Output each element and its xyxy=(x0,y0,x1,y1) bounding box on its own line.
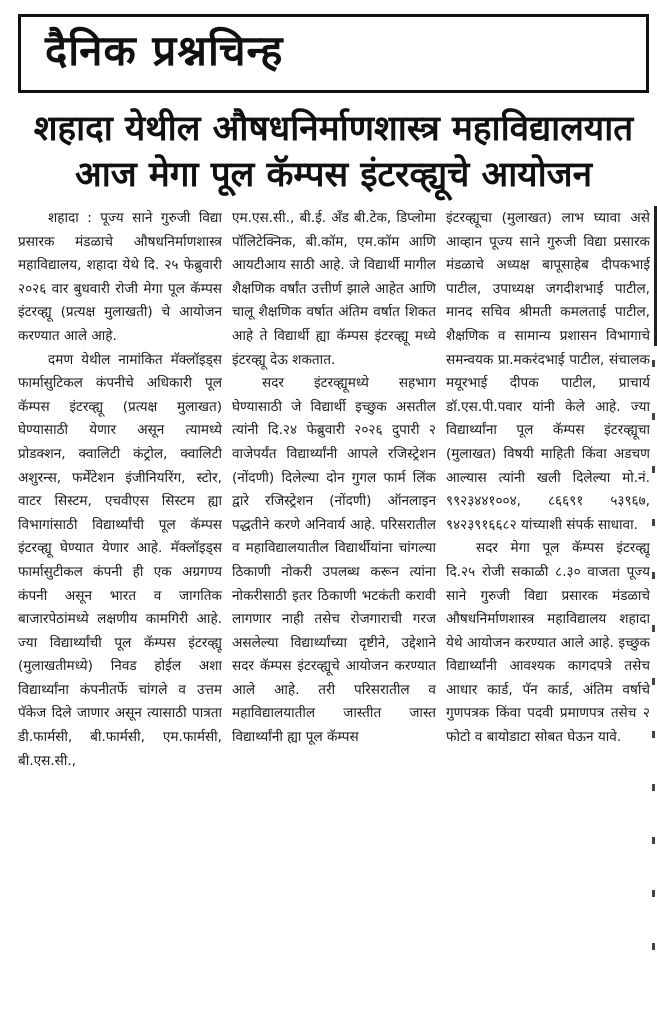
newspaper-name: दैनिक प्रश्नचिन्ह xyxy=(45,26,284,75)
headline-line-2: आज मेगा पूल कॅम्पस इंटरव्ह्यूचे आयोजन xyxy=(74,155,593,195)
article-paragraph: दमण येथील नामांकित मॅक्लॉइड्स फार्मासुटिकल कंपनीचे अधिकारी पूल कॅम्पस इंटरव्ह्यू (प्रत्यक्ष मुलाखत) घेण्यासाठी येणार असून त्यामध्ये प्रोडक्शन, क्वालिटी कंट्रोल, क्वालिटी अशुरन्स, फर्मेंटेशन इंजीनियरिंग, स्टोर, वाटर सिस्टम, एचवीएस सिस्टम ह्या विभागांसाठी विद्यार्थ्यांची पूल कॅम्पस इंटरव्ह्यू घेण्यात येणार आहे. मॅक्लॉइड्स फार्मासुटीकल कंपनी ही एक अग्रगण्य कंपनी असून भारत व जागतिक बाजारपेठांमध्ये लक्षणीय कामगिरी आहे. ज्या विद्यार्थ्यांची पूल कॅम्पस इंटरव्ह्यू (मुलाखतीमध्ये) निवड होईल अशा विद्यार्थ्यांना कंपनीतर्फे चांगले व उत्तम पॅकेज दिले जाणार असून त्यासाठी पात्रता डी.फार्मसी, बी.फार्मसी, एम.फार्मसी, बी.एस.सी., xyxy=(18,351,222,769)
article-headline xyxy=(18,106,649,198)
article-paragraph: सदर इंटरव्ह्यूमध्ये सहभाग घेण्यासाठी जे विद्यार्थी इच्छुक असतील त्यांनी दि.२४ फेब्रुवारी २०२६ दुपारी २ वाजेपर्यंत विद्यार्थ्यांनी आपले रजिस्ट्रेशन (नोंदणी) दिलेल्या दोन गुगल फार्म लिंक द्वारे रजिस्ट्रेशन (नोंदणी) ऑनलाइन पद्धतीने करणे अनिवार्य आहे. परिसरातील व महाविद्यालयातील विद्यार्थीयांना चांगल्या ठिकाणी नोकरी उपलब्ध करून त्यांना नोकरीसाठी इतर ठिकाणी भटकंती करावी लागणार नाही तसेच रोजगाराची गरज असलेल्या विद्यार्थ्यांच्या दृष्टीने, उद्देशाने सदर कॅम्पस इंटरव्ह्यूचे आयोजन करण्यात आले आहे. तरी परिसरातील व महाविद्यालयातील जास्तीत जास्त विद्यार्थ्यांनी ह्या पूल कॅम्पस xyxy=(232,375,436,746)
article-paragraph: इंटरव्ह्यूचा (मुलाखत) लाभ घ्यावा असे आव्हान पूज्य साने गुरुजी विद्या प्रसारक मंडळाचे अध्यक्ष बापूसाहेब दीपकभाई पाटील, उपाध्यक्ष जगदीशभाई पाटील, मानद सचिव श्रीमती कमलताई पाटील, शैक्षणिक व सामान्य प्रशासन विभागाचे समन्वयक प्रा.मकरंदभाई पाटील, संचालक मयूरभाई दीपक पाटील, प्राचार्य डॉ.एस.पी.पवार यांनी केले आहे. ज्या विद्यार्थ्यांना पूल कॅम्पस इंटरव्ह्यूचा (मुलाखत) विषयी माहिती किंवा अडचण आल्यास त्यांनी खली दिलेल्या मो.नं. ९९२३४४१००४, ८६६९१ ५३९६७, ९४२३९१६६८२ यांच्याशी संपर्क साधावा. xyxy=(446,210,650,533)
article-column-1 xyxy=(18,207,222,1015)
masthead-rule xyxy=(18,90,649,93)
article-column-2 xyxy=(232,207,436,1015)
adjacent-column-edge xyxy=(652,360,656,1000)
article-body xyxy=(18,207,650,1015)
article-column-3 xyxy=(446,207,650,1015)
masthead xyxy=(18,14,649,90)
article-paragraph: सदर मेगा पूल कॅम्पस इंटरव्ह्यू दि.२५ रोजी सकाळी ८.३० वाजता पूज्य साने गुरुजी विद्या प्रसारक मंडळाचे औषधनिर्माणशास्त्र महाविद्यालय शहादा येथे आयोजन करण्यात आले आहे. इच्छुक विद्यार्थ्यांनी आवश्यक कागदपत्रे तसेच आधार कार्ड, पॅन कार्ड, अंतिम वर्षाचे गुणपत्रक किंवा पदवी प्रमाणपत्र तसेच २ फोटो व बायोडाटा सोबत घेऊन यावे. xyxy=(446,540,650,746)
article-paragraph: एम.एस.सी., बी.ई. अँड बी.टेक, डिप्लोमा पॉलिटेक्निक, बी.कॉम, एम.कॉम आणि आयटीआय साठी आहे. जे विद्यार्थी मागील शैक्षणिक वर्षांत उत्तीर्ण झाले आहेत आणि चालू शैक्षणिक वर्षात अंतिम वर्षात शिकत आहे ते विद्यार्थी ह्या कॅम्पस इंटरव्ह्यू मध्ये इंटरव्ह्यू देऊ शकतात. xyxy=(232,210,436,368)
headline-line-1: शहादा येथील औषधनिर्माणशास्त्र महाविद्यालयात xyxy=(33,109,634,149)
article-paragraph: शहादा : पूज्य साने गुरुजी विद्या प्रसारक मंडळाचे औषधनिर्माणशास्त्र महाविद्यालय, शहादा येथे दि. २५ फेब्रुवारी २०२६ वार बुधवारी रोजी मेगा पूल कॅम्पस इंटरव्ह्यू (प्रत्यक्ष मुलाखती) चे आयोजन करण्यात आले आहे. xyxy=(18,210,222,344)
